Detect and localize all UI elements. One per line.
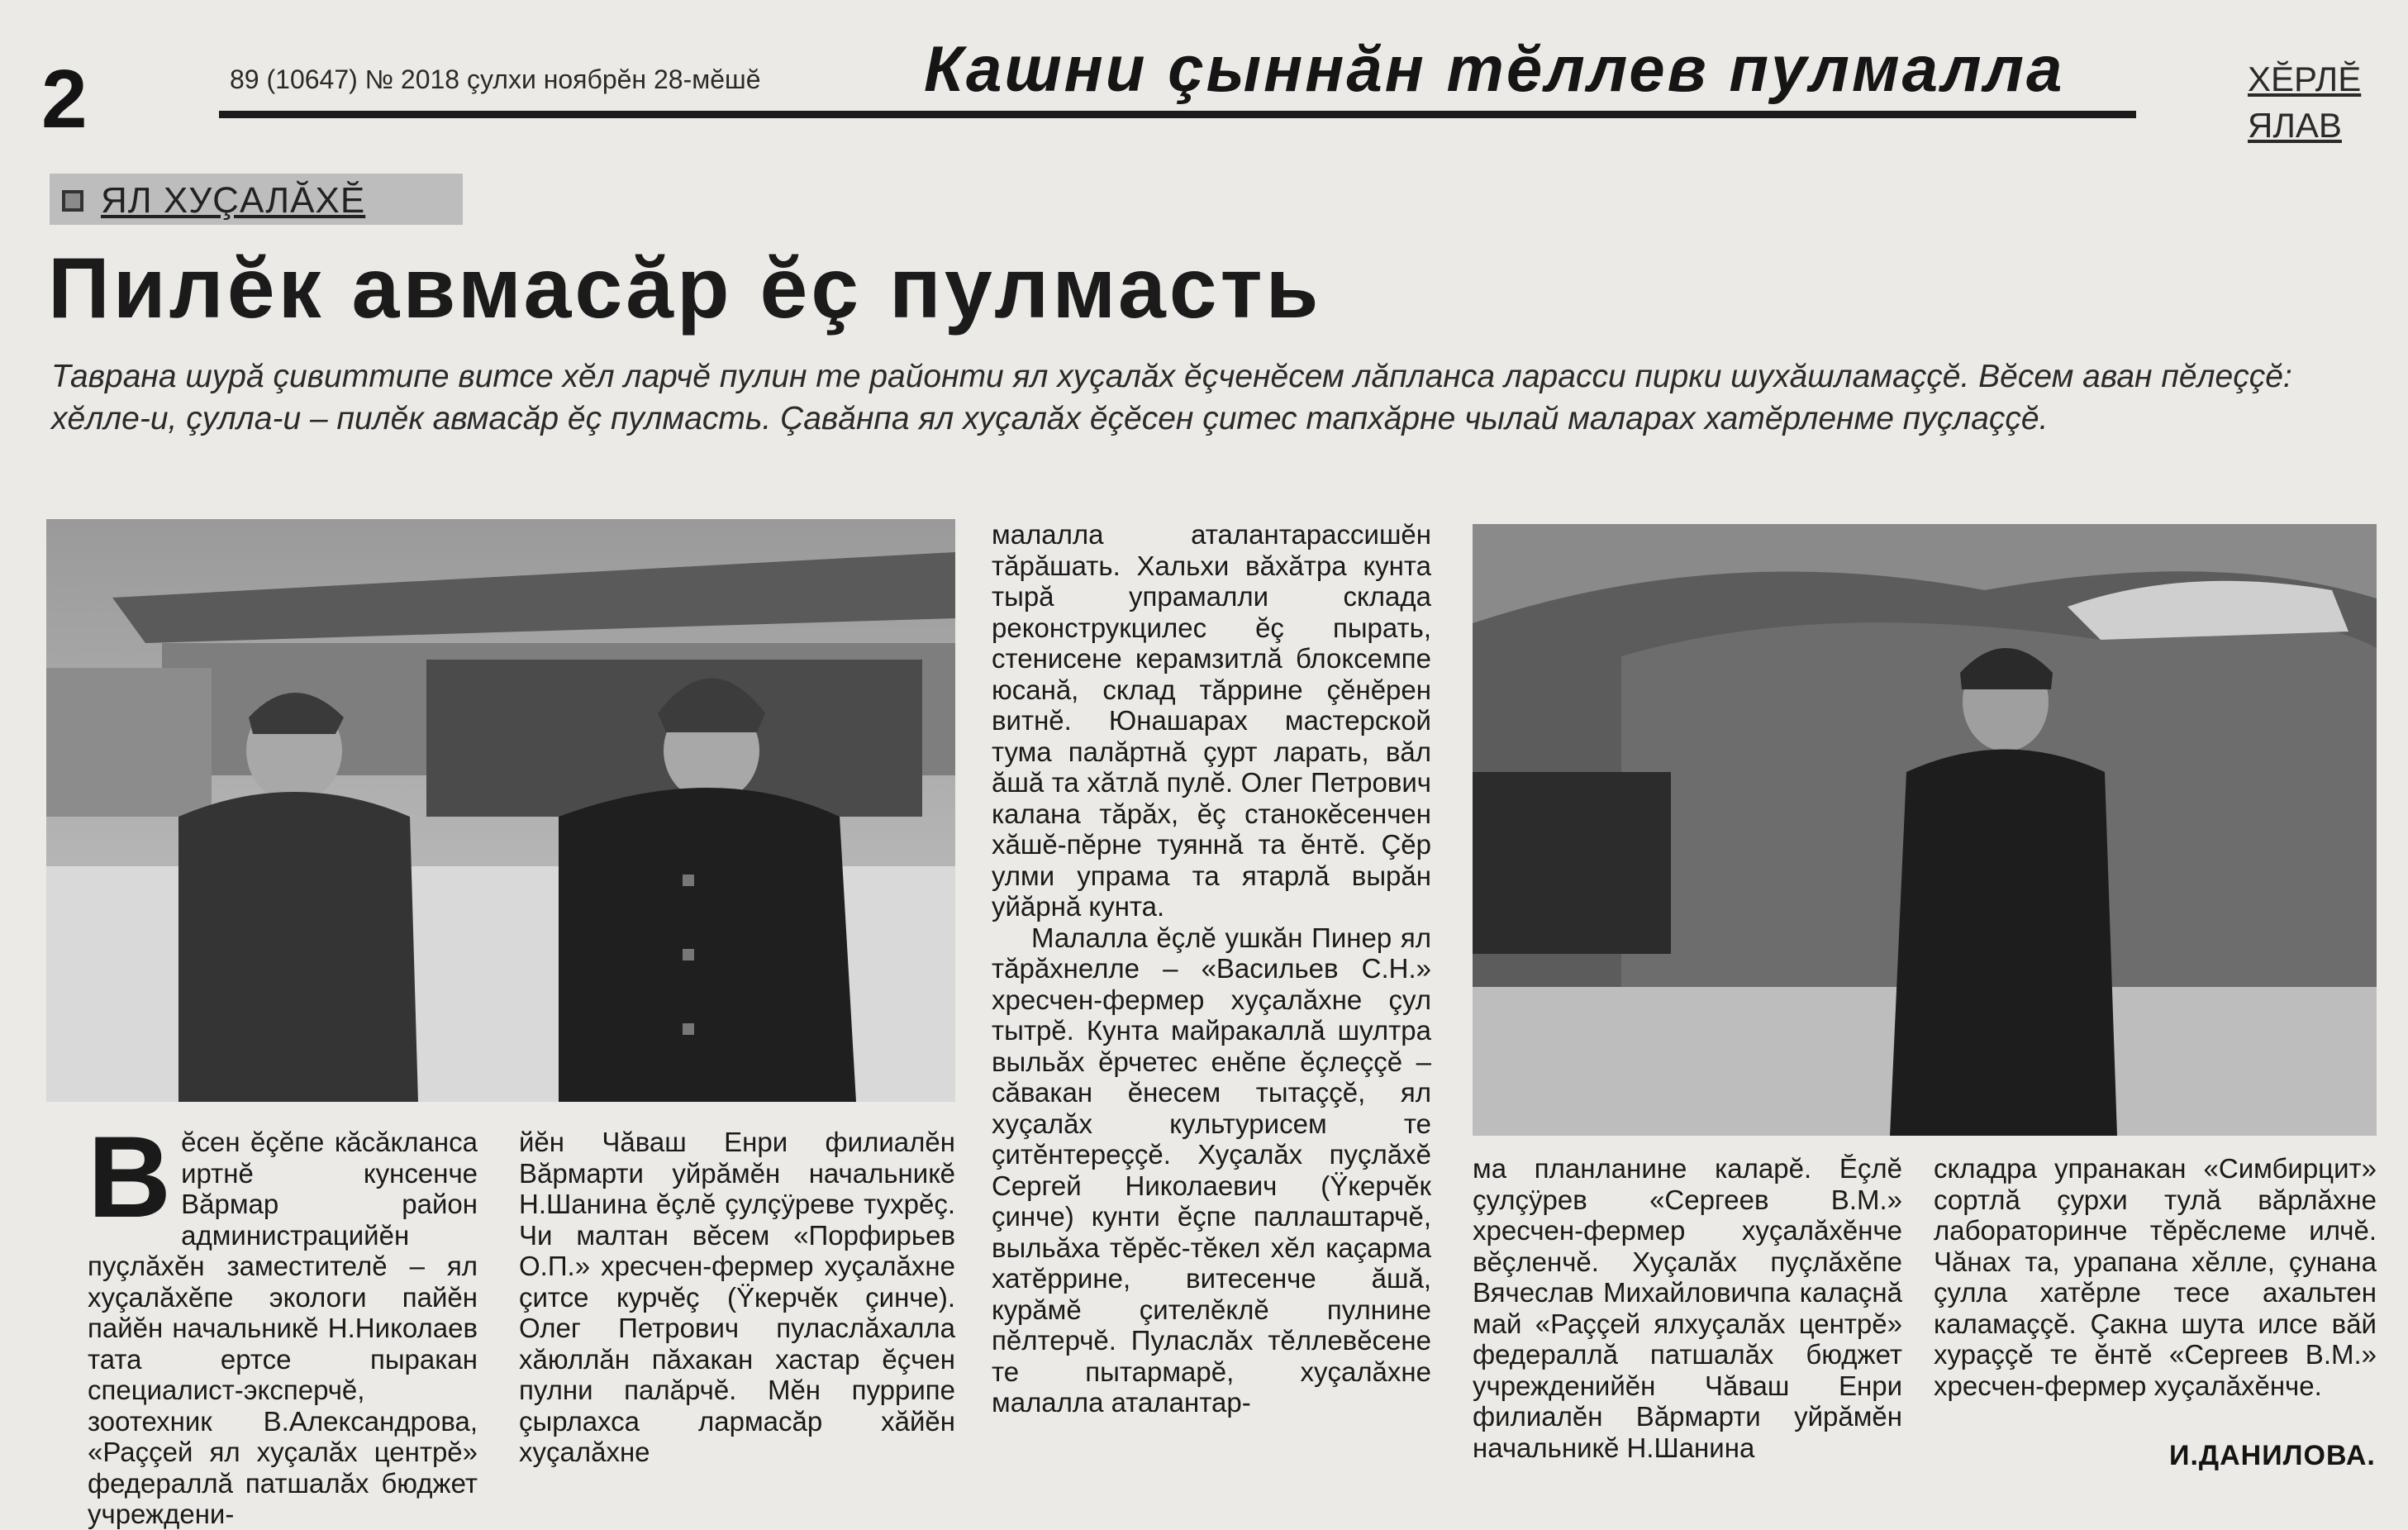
column-1-text: ĕсен ĕçĕпе кăсăкланса иртнĕ кунсенче Вăрмар район администрацийĕн пуçлăхĕн заместителĕ – ял хуçалăхĕпе экологи пайĕн пайĕн начальникĕ Н.Николаев тата ертсе пыракан специалист-эксперчĕ, зоотехник В.Александрова, «Раççей ял хуçалăх центрĕ» федераллă патшалăх бюджет учреждени- bbox=[88, 1127, 478, 1529]
article-column-1 bbox=[88, 1112, 478, 1530]
column-3-paragraph-1: малалла аталантарассишĕн тăрăшать. Хальхи вăхăтра кунта тырă упрамалли склада реконструкцилес ĕç пырать, стенисене керамзитлă блоксемпе юсанă, склад тăррине çĕнĕрен витнĕ. Юнашарах мастерской тума палăртнă çурт ларать, вăл ăшă та хăтлă пулĕ. Олег Петрович калана тăрăх, ĕç станокĕсенчен хăшĕ-пĕрне туяннă та ĕнтĕ. Çĕр улми упрама та ятарлă вырăн уйăрнă кунта. bbox=[992, 519, 1431, 922]
article-headline: Пилĕк авмасăр ĕç пулмасть bbox=[48, 241, 1322, 336]
article-column-4 bbox=[1473, 1153, 1902, 1463]
photo-two-men-graphic bbox=[46, 519, 955, 1102]
column-2-text: йĕн Чăваш Енри филиалĕн Вăрмарти уйрăмĕн начальникĕ Н.Шанина ĕçлĕ çулçÿреве тухрĕç. Чи малтан вĕсем «Порфирьев О.П.» хресчен-фермер хуçалăхне çитсе курчĕç (Ÿкерчĕк çинче). Олег Петрович пуласлăхалла хăюллăн пăхакан хастар ĕçчен пулни палăрчĕ. Мĕн пуррипе çырлахса лармасăр хăйĕн хуçалăхне bbox=[519, 1127, 955, 1467]
photo-farmer-haystack bbox=[1473, 524, 2377, 1136]
author-signature: И.ДАНИЛОВА. bbox=[2169, 1440, 2376, 1471]
page-number: 2 bbox=[41, 53, 88, 145]
page-header-title: Кашни çыннăн тĕллев пулмалла bbox=[924, 32, 2065, 105]
article-column-3 bbox=[992, 519, 1431, 1418]
logo-line-1: ХĔРЛĔ bbox=[2248, 60, 2362, 98]
section-square-icon bbox=[62, 190, 83, 212]
newspaper-logo bbox=[2248, 56, 2361, 149]
header-rule bbox=[219, 111, 2136, 118]
article-lead: Таврана шурă çивиттипе витсе хĕл ларчĕ пулин те районти ял хуçалăх ĕçченĕсем лăпланса ларасси пирки шухăшламаççĕ. Вĕсем аван пĕлеççĕ: хĕлле-и, çулла-и – пилĕк авмасăр ĕç пулмасть. Çавăнпа ял хуçалăх ĕçĕсен çитес тапхăрне чылай маларах хатĕрленме пуçлаççĕ. bbox=[51, 359, 2292, 436]
article-column-2 bbox=[519, 1127, 955, 1468]
issue-info: 89 (10647) № 2018 çулхи ноябрĕн 28-мĕшĕ bbox=[230, 64, 761, 94]
article-column-5 bbox=[1934, 1153, 2377, 1401]
photo-two-men bbox=[46, 519, 955, 1102]
logo-line-2: ЯЛАВ bbox=[2248, 106, 2342, 145]
column-5-text: складра упранакан «Симбирцит» сортлă çурхи тулă вăрлăхне лабораторинче тĕрĕслеме илчĕ. Чăнах та, урапана хĕлле, çунана çулла хатĕрле тесе ахальтен каламаççĕ. Çакна шута илсе вăй хураççĕ те ĕнтĕ «Сергеев В.М.» хресчен-фермер хуçалăхĕнче. bbox=[1934, 1153, 2377, 1401]
column-3-paragraph-2: Малалла ĕçлĕ ушкăн Пинер ял тăрăхнелле – «Васильев С.Н.» хресчен-фермер хуçалăхне çул тытрĕ. Кунта майракаллă шултра выльăх ĕрчетес енĕпе ĕçлеççĕ – сăвакан ĕнесем тытаççĕ, ял хуçалăх культурисем те çитĕнтереççĕ. Хуçалăх пуçлăхĕ Сергей Николаевич (Ÿкерчĕк çинче) кунти ĕçпе паллаштарчĕ, выльăха тĕрĕс-тĕкел хĕл каçарма хатĕррине, витесенче ăшă, курăмĕ çителĕклĕ пулнине пĕлтерчĕ. Пуласлăх тĕллевĕсене те пытармарĕ, хуçалăхне малалла аталантар- bbox=[992, 922, 1431, 1418]
photo-farmer-haystack-graphic bbox=[1473, 524, 2377, 1136]
column-4-text: ма планланине каларĕ. Ĕçлĕ çулçÿрев «Сергеев В.М.» хресчен-фермер хуçалăхĕнче вĕçленчĕ. Хуçалăх пуçлăхĕпе Вячеслав Михайловичпа калаçнă май «Раççей ялхуçалăх центрĕ» федераллă патшалăх бюджет учрежденийĕн Чăваш Енри филиалĕн Вăрмарти уйрăмĕн начальникĕ Н.Шанина bbox=[1473, 1153, 1902, 1463]
section-label: ЯЛ ХУÇАЛĂХĔ bbox=[101, 180, 366, 221]
drop-cap: В bbox=[88, 1112, 172, 1242]
